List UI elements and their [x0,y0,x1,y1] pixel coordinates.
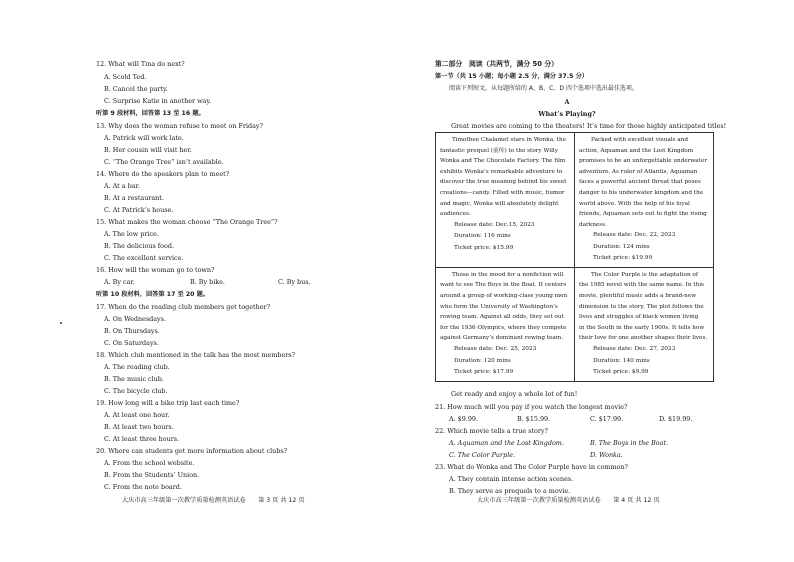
desc-line: audiences. [440,211,471,218]
option-17a: A. On Wednesdays. [104,315,166,323]
question-12: 12. What will Tina do next? [96,60,185,68]
option-22c: C. The Color Purple. [449,451,516,459]
option-15c: C. The excellent service. [104,254,184,262]
option-15a: A. The low price. [104,230,159,238]
option-13a: A. Patrick will work late. [104,134,184,142]
option-13c: C. “The Orange Tree” isn’t available. [104,158,224,166]
desc-line: discover the true meaning behind his sweet [440,179,567,186]
desc-line: Timothee Chalamet stars in Wonka, the [452,137,567,143]
stray-mark [60,322,62,324]
release-date: Release date: Dec. 27, 2023 [593,346,676,352]
release-date: Release date: Dec.15, 2023 [454,221,535,228]
passage-title: What’s Playing? [538,110,596,118]
duration: Duration: 120 mins [454,357,511,364]
desc-line: movie, plentiful music adds a brand-new [579,293,697,300]
movie-cell-aquaman [575,133,714,268]
question-16: 16. How will the woman go to town? [96,266,215,274]
desc-line: exhibits Wonka’s remarkable adventure to [440,168,563,175]
question-14: 14. Where do the speakers plan to meet? [96,170,230,178]
movie-desc-wonka [440,135,570,220]
desc-line: Wonka and The Chocolate Factory. The film [440,158,566,165]
desc-line: and magic, Wonka will absolutely delight [440,200,559,207]
desc-line: Packed with excellent visuals and [591,137,688,143]
option-14c: C. At Patrick’s house. [104,206,174,214]
desc-line: adventure. As ruler of Atlantis, Aquaman [579,168,698,175]
option-18b: B. The music club. [104,375,164,383]
desc-line: for the 1936 Olympics, where they compete [440,324,567,331]
movie-desc-color-purple [579,270,709,344]
option-23a: A. They contain intense action scenes. [449,475,574,483]
desc-line: action, Aquaman and the Lost Kingdom [579,147,694,154]
ticket-price: Ticket price: $9.99 [593,369,649,375]
question-21: 21. How much will you pay if you watch the longest movie? [435,403,628,411]
desc-line: world above. With the help of his loyal [579,200,690,207]
option-16c: C. By bus. [278,278,311,286]
option-21a: A. $9.99. [449,415,479,423]
question-22: 22. Which movie tells a true story? [435,427,548,435]
duration: Duration: 140 mins [593,357,650,364]
option-20a: A. From the school website. [104,459,195,467]
right-footer: 大庆市高三年级第一次教学质量检测英语试卷 第 4 页 共 12 页 [477,497,660,504]
option-18a: A. The reading club. [104,363,170,371]
option-12c: C. Surprise Katie in another way. [104,97,212,105]
option-22d: D. Wonka. [590,451,623,459]
desc-line: the 1985 novel with the same name. In this [579,282,704,289]
question-20: 20. Where can students get more information about clubs? [96,447,288,455]
part-heading: 第二部分 阅读（共两节，满分 50 分） [435,60,558,68]
option-14b: B. At a restaurant. [104,194,164,202]
left-footer: 大庆市高三年级第一次教学质量检测英语试卷 第 3 页 共 12 页 [122,497,305,504]
desc-line: fantastic prequel (前传) to the story Willy [440,147,558,154]
option-18c: C. The bicycle club. [104,387,168,395]
option-14a: A. At a bar. [104,182,140,190]
option-19b: B. At least two hours. [104,423,174,431]
release-date: Release date: Dec. 22, 2023 [593,232,676,239]
desc-line: lives and struggles of black women living [579,314,699,321]
desc-line: dimension to the story. The plot follows the [579,303,704,310]
desc-line: around a group of working-class young men [440,293,568,300]
option-12a: A. Scold Ted. [104,73,147,81]
option-21c: C. $17.99. [590,415,624,423]
option-13b: B. Her cousin will visit her. [104,146,192,154]
desc-line: against Germany’s dominant rowing team. [440,335,564,342]
movie-cell-color-purple [575,267,714,381]
ticket-price: Ticket price: $17.99 [454,369,514,375]
passage-outro: Get ready and enjoy a whole lot of fun! [451,390,578,398]
desc-line: Those in the mood for a nonfiction will [452,271,564,278]
option-16b: B. By bike. [190,278,225,286]
option-19a: A. At least one hour. [104,411,170,419]
option-21b: B. $15.99. [517,415,551,423]
desc-line: want to see The Boys in the Boat. It centers [440,282,567,289]
duration: Duration: 124 mins [593,243,650,250]
duration: Duration: 116 mins [454,233,511,240]
movie-desc-boys-in-the-boat [440,270,570,344]
desc-line: danger to his underwater kingdom and the [579,189,704,196]
option-19c: C. At least three hours. [104,435,180,443]
instruction: 阅读下列短文，从每题所给的 A、B、C、D 四个选项中选出最佳选项。 [449,85,638,92]
passage-intro: Great movies are coming to the theaters! It’s time for those highly anticipated titles! [451,122,727,130]
option-20c: C. From the note board. [104,483,182,491]
desc-line: faces a powerful ancient threat that poses [579,179,701,186]
section-heading-9: 听第 9 段材料，回答第 13 至 16 题。 [96,110,205,117]
right-page [397,0,794,562]
desc-line: darkness. [579,221,607,228]
option-21d: D. $19.99. [659,415,693,423]
movie-cell-wonka [436,133,575,268]
desc-line: in the South in the early 1900s. It tells how [579,324,705,331]
question-13: 13. Why does the woman refuse to meet on Friday? [96,122,263,130]
movie-cell-boys-in-the-boat [436,267,575,381]
release-date: Release date: Dec. 25, 2023 [454,346,537,352]
section-heading: 第一节（共 15 小题；每小题 2.5 分，满分 37.5 分） [435,73,588,80]
question-19: 19. How long will a bike trip last each time? [96,399,240,407]
option-20b: B. From the Students’ Union. [104,471,200,479]
question-23: 23. What do Wonka and The Color Purple have in common? [435,463,628,471]
question-17: 17. When do the reading club members get together? [96,303,271,311]
desc-line: rowing team. Against all odds, they set out [440,314,564,321]
option-23b: B. They serve as prequels to a movie. [449,487,571,495]
desc-line: their love for one another shapes their lives. [579,335,708,342]
movie-desc-aquaman [579,135,709,230]
movie-table [435,132,714,382]
desc-line: promises to be an unforgettable underwater [579,158,708,165]
desc-line: The Color Purple is the adaptation of [591,271,698,278]
passage-letter: A [564,98,570,106]
option-17b: B. On Thursdays. [104,327,160,335]
question-15: 15. What makes the woman choose “The Orange Tree”? [96,218,278,226]
option-16a: A. By car. [104,278,135,286]
ticket-price: Ticket price: $15.99 [454,244,514,251]
option-17c: C. On Saturdays. [104,339,159,347]
desc-line: who form the University of Washington’s [440,303,558,310]
desc-line: creations—candy. Filled with music, humor [440,189,565,196]
option-15b: B. The delicious food. [104,242,174,250]
option-22b: B. The Boys in the Boat. [590,439,669,447]
ticket-price: Ticket price: $19.99 [593,255,653,262]
section-heading-10: 听第 10 段材料，回答第 17 至 20 题。 [96,291,210,298]
question-18: 18. Which club mentioned in the talk has the most members? [96,351,296,359]
option-12b: B. Cancel the party. [104,85,168,93]
desc-line: friends, Aquaman sets out to fight the rising [579,211,707,218]
option-22a: A. Aquaman and the Lost Kingdom. [449,439,564,447]
